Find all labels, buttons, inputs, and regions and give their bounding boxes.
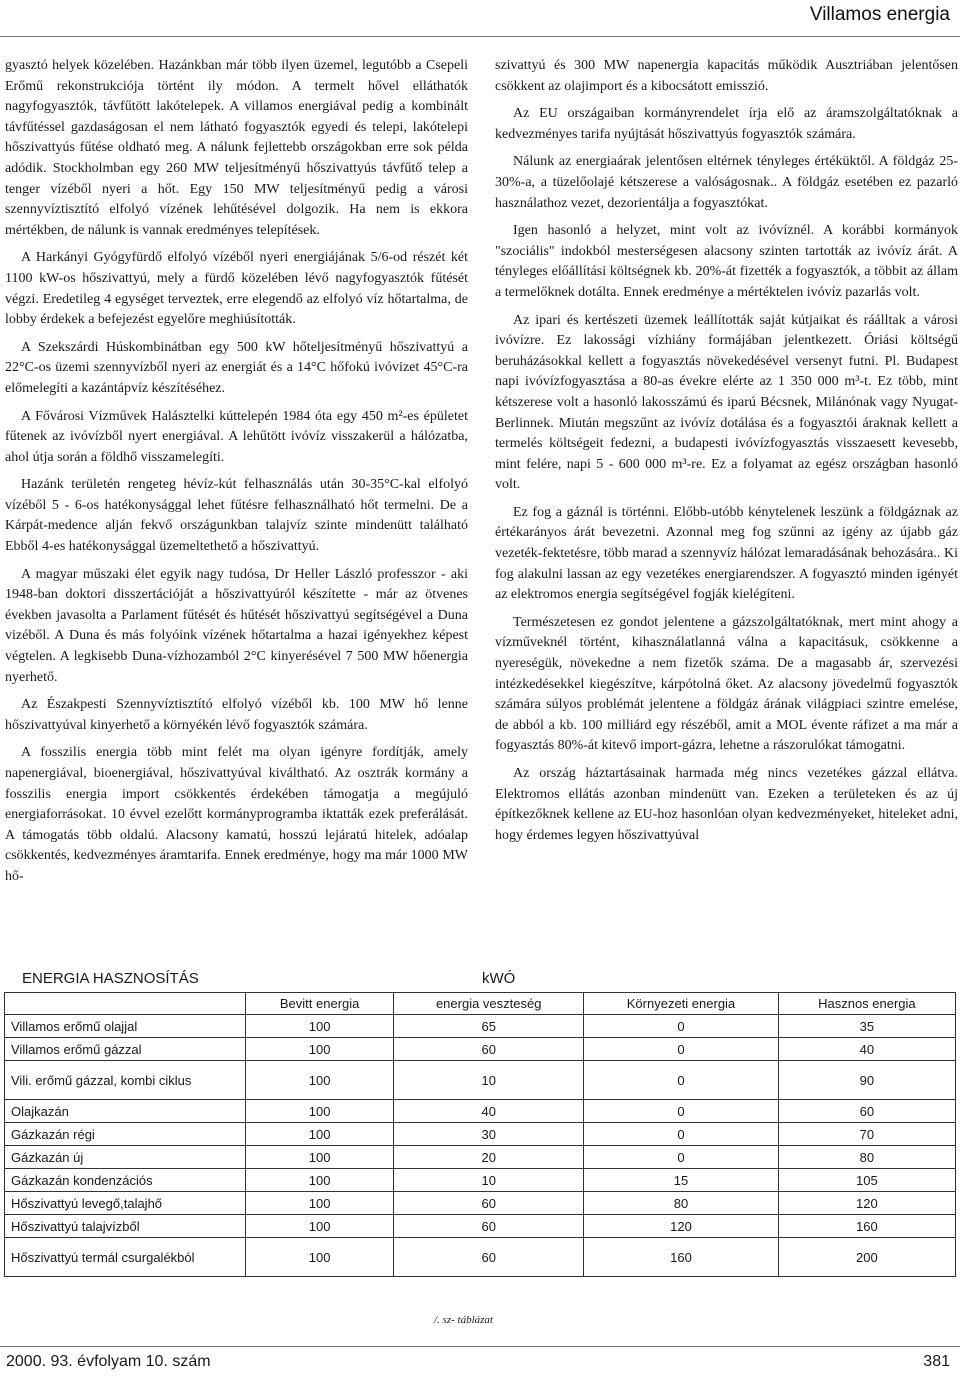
right-column-paragraph: Igen hasonló a helyzet, mint volt az ivóvíznél. A korábbi kormányok "szociális" indokból mesterségesen alacsony szinten tartották az ivóvíz árát. A tényleges előállítási költségnek kb. 20%-át fizették a fogyasztók, a többit az állam a termelőknek dotálta. Ennek eredménye a mértéktelen ivóvíz pazarlás volt. (495, 223, 958, 300)
table-column-header (5, 993, 246, 1015)
left-column-paragraph: A Harkányi Gyógyfürdő elfolyó vízéből nyeri energiájának 5/6-od részét két 1100 kW-os hőszivattyú, mely a fürdő közelében lévő nagyfogyasztók fűtését végzi. Eredetileg 4 egységet terveztek, erre elegendő az elfolyó víz hőtartalma, de lobby érdekek a befejezést egyelőre meghiúsították. (5, 250, 468, 328)
table-row (5, 1238, 956, 1277)
table-row (5, 1038, 956, 1061)
running-header-title: Villamos energia (809, 4, 950, 25)
table-row-label: Gázkazán kondenzációs (5, 1169, 246, 1192)
table-cell: 35 (778, 1015, 955, 1038)
energy-utilization-table (4, 992, 956, 1277)
table-cell: 100 (246, 1169, 394, 1192)
table-cell: 200 (778, 1238, 955, 1277)
table-cell: 100 (246, 1061, 394, 1100)
table-cell: 100 (246, 1015, 394, 1038)
table-row (5, 1215, 956, 1238)
table-cell: 100 (246, 1100, 394, 1123)
table-cell: 100 (246, 1146, 394, 1169)
table-row (5, 1100, 956, 1123)
table-cell: 60 (394, 1215, 584, 1238)
table-cell: 100 (246, 1038, 394, 1061)
table-row (5, 1192, 956, 1215)
table-cell: 70 (778, 1123, 955, 1146)
table-row-label: Olajkazán (5, 1100, 246, 1123)
header-divider (0, 36, 960, 37)
table-cell: 0 (584, 1061, 779, 1100)
table-row (5, 1146, 956, 1169)
table-row-label: Villamos erőmű gázzal (5, 1038, 246, 1061)
table-cell: 60 (394, 1038, 584, 1061)
table-cell: 10 (394, 1061, 584, 1100)
table-row (5, 1123, 956, 1146)
table-column-header: Hasznos energia (778, 993, 955, 1015)
right-column-paragraph: Ez fog a gáznál is történni. Előbb-utóbb kénytelenek leszünk a földgáznak az értékarányos árát bevezetni. Azonnal meg fog szűnni az igény az újabb gáz vezeték-fektetésre, több marad a szennyvíz hálózat lemaradásának behozására.. Ki fog alakulni lassan az egy vezetékes energiarendszer. A fogyasztó minden igényét az elektromos energia segítségével fogják kielégíteni. (495, 504, 958, 603)
table-row (5, 1015, 956, 1038)
table-column-header: energia veszteség (394, 993, 584, 1015)
right-column-paragraph: Az EU országaiban kormányrendelet írja elő az áramszolgáltatóknak a kedvezményes tarifa nyújtását hőszivattyús fogyasztók számára. (495, 106, 958, 142)
table-cell: 90 (778, 1061, 955, 1100)
table-cell: 160 (778, 1215, 955, 1238)
table-cell: 20 (394, 1146, 584, 1169)
table-row-label: Hőszivattyú termál csurgalékból (5, 1238, 246, 1277)
table-title: ENERGIA HASZNOSÍTÁS (22, 970, 199, 987)
right-column-paragraph: Az ország háztartásainak harmada még nincs vezetékes gázzal ellátva. Elektromos ellátás azonban mindenütt van. Ezeken a területeken és az új építkezőknek kellene az EU-hoz hasonlóan olyan kedvezményeket, hiteleket adni, hogy érdemes legyen hőszivattyúval (495, 766, 958, 843)
table-cell: 10 (394, 1169, 584, 1192)
table-cell: 0 (584, 1015, 779, 1038)
table-column-header: Bevitt energia (246, 993, 394, 1015)
table-cell: 15 (584, 1169, 779, 1192)
table-cell: 0 (584, 1123, 779, 1146)
table-cell: 60 (394, 1192, 584, 1215)
table-row-label: Hőszivattyú talajvízből (5, 1215, 246, 1238)
right-column-paragraph: Természetesen ez gondot jelentene a gázszolgáltatóknak, mert mint ahogy a vízműveknél történt, kihasználatlanná válna a kapacitásuk, csökkenne a nyereségük, növekedne a nem fizetők száma. De a magasabb ár, szervezési intézkedésekkel kiegészítve, kárpótolná őket. Az alacsony jövedelmű fogyasztók számára súlyos problémát jelentene a földgáz árának világpiaci szintre emelése, de abból a kb. 100 milliárd egy részéből, amit a MOL évente ráfizet a ma már a fogyasztás 80%-át kitevő import-gázra, lehetne a rászorulókat támogatni. (495, 614, 958, 754)
table-unit: kWÓ (482, 970, 516, 987)
table-row-label: Gázkazán új (5, 1146, 246, 1169)
left-column-paragraph: Hazánk területén rengeteg hévíz-kút felhasználás után 30-35°C-kal elfolyó vízéből 5 - 6-os hatékonysággal lehet fűtésre felhasználható hőt termelni. De a Kárpát-medence alján fekvő országunkban talajvíz szinte mindenütt található Ebből 4-es hatékonysággal üzemeltethető a hőszivattyú. (5, 477, 468, 555)
table-cell: 120 (584, 1215, 779, 1238)
page-number: 381 (923, 1353, 950, 1370)
table-cell: 80 (584, 1192, 779, 1215)
table-cell: 40 (778, 1038, 955, 1061)
table-row-label: Gázkazán régi (5, 1123, 246, 1146)
table-cell: 80 (778, 1146, 955, 1169)
left-column-paragraph: Az Északpesti Szennyvíztisztító elfolyó vízéből kb. 100 MW hő lenne hőszivattyúval kinyerhető a környékén lévő fogyasztók számára. (5, 697, 468, 733)
right-text-column (495, 56, 958, 853)
left-column-paragraph: A Szekszárdi Húskombinátban egy 500 kW hőteljesítményű hőszivattyú a 22°C-os üzemi szennyvízből nyeri az energiát és a 14°C hőfokú ivóvizet 45°C-ra előmelegíti a kazántápvíz készítéséhez. (5, 339, 468, 396)
table-cell: 120 (778, 1192, 955, 1215)
table-row (5, 1061, 956, 1100)
table-cell: 105 (778, 1169, 955, 1192)
table-cell: 100 (246, 1238, 394, 1277)
table-cell: 160 (584, 1238, 779, 1277)
table-cell: 0 (584, 1146, 779, 1169)
table-row-label: Villamos erőmű olajjal (5, 1015, 246, 1038)
left-column-paragraph: gyasztó helyek közelében. Hazánkban már több ilyen üzemel, legutóbb a Csepeli Erőmű rekonstrukciója történt ily módon. A termelt hővel elláthatók nagyfogyasztók, távfűtött lakótelepek. A villamos energiával pedig a kombinált távfűtéssel gazdaságosan el nem látható fogyasztók egyedi és telepi, lakótelepi hőszivattyús fűtése oldható meg. A nálunk fejlettebb országokban erre sok példa adódik. Stockholmban egy 260 MW teljesítményű hőszivattyús távfűtő telep a tenger vízéből nyeri a hőt. Egy 150 MW teljesítményű pedig a városi szennyvíztisztító elfolyó vízének lehűtésével dolgozik. Ha nem is ekkora mértékben, de nálunk is vannak eredményes telepítések. (5, 58, 468, 238)
table-cell: 100 (246, 1123, 394, 1146)
table-column-header: Környezeti energia (584, 993, 779, 1015)
right-column-paragraph: Nálunk az energiaárak jelentősen eltérnek tényleges értéküktől. A földgáz 25-30%-a, a tüzelőolajé kétszerese a valóságosnak.. A földgáz esetében ez pazarló használathoz vezet, dezorientálja a fogyasztókat. (495, 154, 958, 211)
table-cell: 40 (394, 1100, 584, 1123)
left-text-column (5, 56, 468, 895)
table-cell: 0 (584, 1100, 779, 1123)
left-column-paragraph: A magyar műszaki élet egyik nagy tudósa, Dr Heller László professzor - aki 1948-ban doktori disszertációját a hőszivattyúról készítette - már az ötvenes években javasolta a Parlament fűtését és hűtését hőszivattyú segítségével a Duna vizéből. A Duna és más folyóink vízének hőtartalma a hazai igényekhez képest végtelen. A legkisebb Duna-vízhozamból 2°C kinyerésével 7 500 MW hőenergia nyerhető. (5, 566, 468, 685)
table-cell: 0 (584, 1038, 779, 1061)
table-row-label: Hőszivattyú levegő,talajhő (5, 1192, 246, 1215)
table-cell: 60 (394, 1238, 584, 1277)
table-row-label: Vili. erőmű gázzal, kombi ciklus (5, 1061, 246, 1100)
table-cell: 100 (246, 1215, 394, 1238)
table-cell: 65 (394, 1015, 584, 1038)
issue-info: 2000. 93. évfolyam 10. szám (6, 1353, 211, 1370)
table-cell: 100 (246, 1192, 394, 1215)
table-row (5, 1169, 956, 1192)
table-cell: 30 (394, 1123, 584, 1146)
left-column-paragraph: A Fővárosi Vízművek Halásztelki kúttelepén 1984 óta egy 450 m²-es épületet fűtenek az ivóvízből nyert energiával. A lehűtött ivóvíz visszakerül a hálózatba, ahol útja során a földhő visszamelegíti. (5, 408, 468, 465)
right-column-paragraph: szivattyú és 300 MW napenergia kapacitás működik Ausztriában jelentősen csökkent az olajimport és a kibocsátott emisszió. (495, 58, 958, 94)
right-column-paragraph: Az ipari és kertészeti üzemek leállították saját kútjaikat és ráálltak a városi ivóvízre. Ez lakossági vízhiány formájában jelentkezett. Óriási költségű beruházásokkal kellett a fogyasztás növekedésével versenyt futni. Pl. Budapest napi ivóvízfogyasztása a 80-as évekre elérte az 1 350 000 m³-t. Ez több, mint kétszerese volt a hasonló lakosszámú és iparú Bécsnek, Milánónak vagy Nyugat-Berlinnek. Miután megszűnt az ivóvíz dotálása és a fogyasztói áraknak kellett a termelés költségeit fedezni, a budapesti ivóvízfogyasztás visszaesett kevesebb, mint felére, napi 5 - 600 000 m³-re. Ez a folyamat az egész országban hasonló volt. (495, 312, 958, 493)
left-column-paragraph: A fosszilis energia több mint felét ma olyan igényre fordítják, amely napenergiával, bioenergiával, hőszivattyúval kiváltható. Az osztrák kormány a fosszilis energia import csökkentés érdekében támogatja a megújuló energiaforrásokat. 10 évvel ezelőtt kormányprogramba iktatták ezek preferálását. A támogatás több oldalú. Alacsony kamatú, hosszú lejáratú hitelek, adóalap csökkentés, kedvezményes áramtarifa. Ennek eredménye, hogy ma már 1000 MW hő- (5, 745, 468, 884)
table-cell: 60 (778, 1100, 955, 1123)
table-header-row (5, 993, 956, 1015)
table-caption: /. sz- táblázat (434, 1314, 493, 1326)
footer-divider (0, 1346, 960, 1347)
